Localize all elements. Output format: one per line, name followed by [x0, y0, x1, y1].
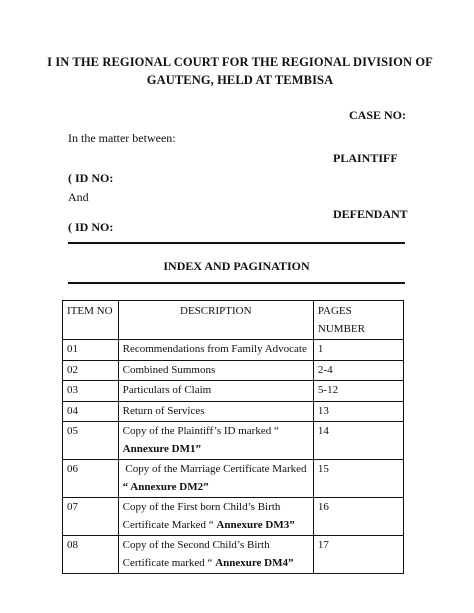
pages-cell: 15: [313, 460, 403, 498]
table-row: [63, 460, 404, 498]
description-line2: [123, 555, 309, 573]
description-cell: Combined Summons: [118, 360, 313, 381]
description-line2-prefix: Certificate Marked “: [122, 518, 217, 531]
pages-cell: 14: [313, 422, 403, 460]
item-no-cell: 03: [63, 381, 119, 402]
pages-cell: 2-4: [313, 360, 403, 381]
top-rule: [68, 242, 405, 244]
description-line2: [123, 479, 309, 497]
defendant-id-label: ( ID NO:: [68, 220, 114, 234]
description-line2: [123, 441, 309, 459]
annexure-label: Annexure DM3”: [216, 518, 295, 531]
description-line1: Copy of the Marriage Certificate Marked: [122, 463, 307, 475]
annexure-label: Annexure DM1”: [122, 442, 201, 455]
description-line1: Copy of the First born Child’s Birth: [122, 501, 281, 513]
case-no-label: CASE NO:: [349, 108, 407, 122]
court-heading-line2: GAUTENG, HELD AT TEMBISA: [146, 73, 334, 87]
table-row: [63, 360, 404, 381]
table-row: [63, 381, 404, 402]
description-line1: Copy of the Plaintiff’s ID marked “: [122, 425, 279, 437]
header-description: DESCRIPTION: [118, 301, 313, 340]
description-line2: [123, 517, 309, 535]
table-header-row: [63, 301, 404, 340]
description-cell: [118, 460, 313, 498]
index-heading: INDEX AND PAGINATION: [163, 259, 310, 273]
description-line1: Copy of the Second Child’s Birth: [122, 539, 270, 551]
defendant-label: DEFENDANT: [333, 207, 408, 221]
table-row: [63, 340, 404, 361]
item-no-cell: 06: [63, 460, 119, 498]
and-text: And: [68, 190, 89, 204]
item-no-cell: 07: [63, 498, 119, 536]
item-no-cell: 08: [63, 536, 119, 574]
pages-cell: 5-12: [313, 381, 403, 402]
pages-cell: 16: [313, 498, 403, 536]
pages-cell: 17: [313, 536, 403, 574]
plaintiff-id-label: ( ID NO:: [68, 171, 114, 185]
plaintiff-label: PLAINTIFF: [333, 151, 398, 165]
court-heading: [40, 53, 440, 89]
pages-cell: 13: [313, 401, 403, 422]
item-no-cell: 04: [63, 401, 119, 422]
quote-prefix: “: [122, 480, 131, 493]
table-row: [63, 536, 404, 574]
table-row: [63, 422, 404, 460]
description-cell: Return of Services: [118, 401, 313, 422]
table-row: [63, 498, 404, 536]
description-cell: Recommendations from Family Advocate: [118, 340, 313, 361]
header-pages-number: PAGES NUMBER: [313, 301, 403, 340]
annexure-label: Annexure DM4”: [215, 556, 294, 569]
description-cell: Particulars of Claim: [118, 381, 313, 402]
description-cell: [118, 536, 313, 574]
index-table: [62, 300, 404, 574]
item-no-cell: 01: [63, 340, 119, 361]
annexure-label: Annexure DM2”: [130, 480, 209, 493]
description-cell: [118, 498, 313, 536]
matter-between-text: In the matter between:: [68, 131, 176, 145]
court-heading-line1: I IN THE REGIONAL COURT FOR THE REGIONAL DIVISION OF: [47, 55, 433, 69]
item-no-cell: 05: [63, 422, 119, 460]
bottom-rule: [68, 282, 405, 284]
table-row: [63, 401, 404, 422]
pages-cell: 1: [313, 340, 403, 361]
item-no-cell: 02: [63, 360, 119, 381]
description-line2-prefix: Certificate marked “: [122, 556, 216, 569]
header-item-no: ITEM NO: [63, 301, 119, 340]
description-cell: [118, 422, 313, 460]
